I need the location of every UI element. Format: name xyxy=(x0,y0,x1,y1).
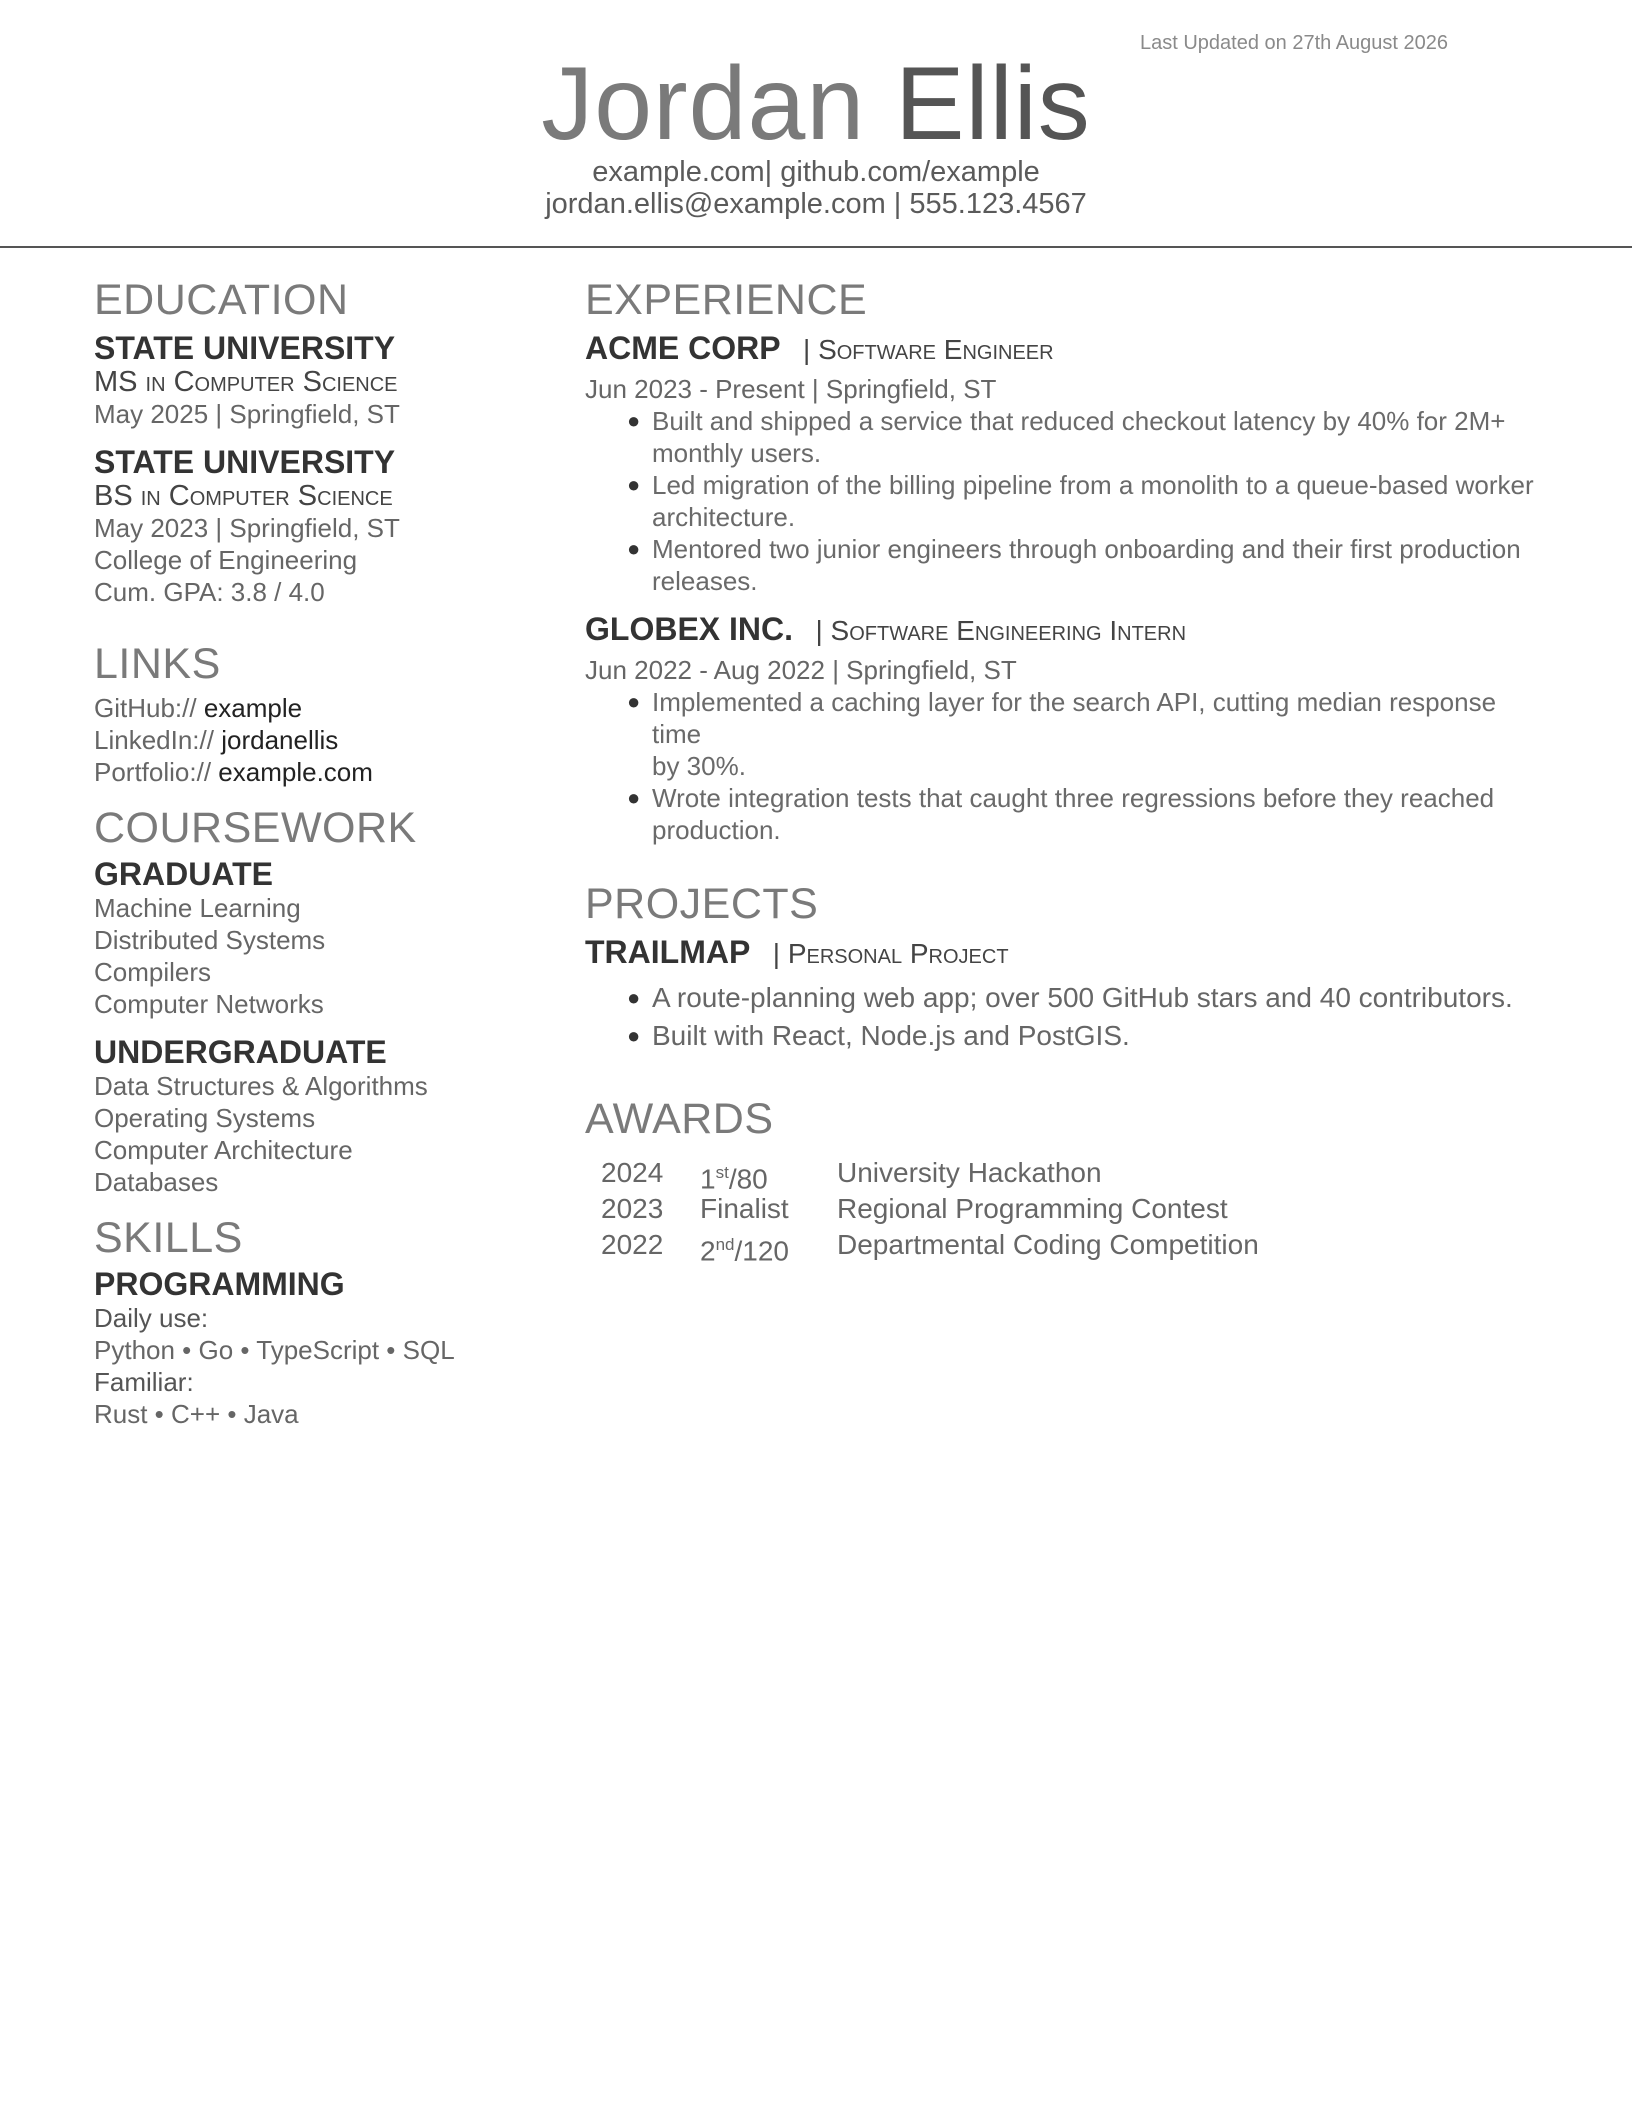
bullet-icon: ● xyxy=(627,785,641,810)
graduate-heading: GRADUATE xyxy=(94,856,273,892)
project-bullets xyxy=(627,979,1545,1055)
link-label: Portfolio:// xyxy=(94,757,212,787)
skills-familiar: Rust • C++ • Java xyxy=(94,1399,299,1429)
link-portfolio[interactable] xyxy=(94,756,574,788)
course-item: Machine Learning xyxy=(94,893,301,923)
date-location: May 2023 | Springfield, ST xyxy=(94,513,400,543)
bullet-item: ● Led migration of the billing pipeline from a monolith to a queue-based worker architecture. xyxy=(627,470,1534,532)
award-event: Departmental Coding Competition xyxy=(837,1229,1259,1260)
gpa: Cum. GPA: 3.8 / 4.0 xyxy=(94,577,325,607)
education-entry xyxy=(94,444,574,608)
last-name: Ellis xyxy=(895,46,1091,162)
project-role: | Personal Project xyxy=(772,938,1009,969)
bullet-item: ● Wrote integration tests that caught three regressions before they reached production. xyxy=(627,783,1495,845)
bullet-icon: ● xyxy=(627,472,641,497)
job-entry xyxy=(585,330,1545,597)
link-label: LinkedIn:// xyxy=(94,725,214,755)
first-name: Jordan xyxy=(541,46,866,162)
education-heading: EDUCATION xyxy=(94,276,349,324)
skills-heading: SKILLS xyxy=(94,1214,243,1262)
bullet-item: ● Mentored two junior engineers through onboarding and their first production releases. xyxy=(627,534,1521,596)
course-item: Distributed Systems xyxy=(94,925,326,955)
job-role: | Software Engineering Intern xyxy=(815,615,1187,646)
awards-heading: AWARDS xyxy=(585,1095,774,1143)
bullet-item: ● A route-planning web app; over 500 GitHub stars and 40 contributors. xyxy=(652,979,1545,1017)
programming-heading: PROGRAMMING xyxy=(94,1266,345,1302)
link-linkedin[interactable] xyxy=(94,724,574,756)
link-value: example xyxy=(203,693,303,723)
bullet-item: ● Built and shipped a service that reduced checkout latency by 40% for 2M+ monthly users. xyxy=(627,406,1506,468)
company-name: GLOBEX INC. xyxy=(585,611,794,647)
undergrad-heading: UNDERGRADUATE xyxy=(94,1034,387,1070)
skills-familiar-label: Familiar: xyxy=(94,1367,194,1397)
job-bullets xyxy=(627,405,1545,597)
bullet-icon: ● xyxy=(627,1023,641,1048)
job-entry xyxy=(585,611,1545,846)
bullet-icon: ● xyxy=(627,408,641,433)
link-value: jordanellis xyxy=(221,725,339,755)
course-item: Data Structures & Algorithms xyxy=(94,1071,428,1101)
course-item: Databases xyxy=(94,1167,219,1197)
school-name: STATE UNIVERSITY xyxy=(94,444,396,480)
project-name: TRAILMAP xyxy=(585,934,751,970)
course-item: Computer Networks xyxy=(94,989,324,1019)
degree: MS in Computer Science xyxy=(94,366,398,398)
coursework-heading: COURSEWORK xyxy=(94,804,417,852)
bullet-icon: ● xyxy=(627,536,641,561)
award-place: 2nd/120 xyxy=(700,1235,789,1267)
award-year: 2024 xyxy=(601,1157,664,1188)
award-row xyxy=(585,1155,1485,1195)
date-location: May 2025 | Springfield, ST xyxy=(94,399,400,429)
bullet-icon: ● xyxy=(627,689,641,714)
projects-heading: PROJECTS xyxy=(585,880,819,928)
award-place: 1st/80 xyxy=(700,1163,768,1195)
course-item: Compilers xyxy=(94,957,212,987)
experience-heading: EXPERIENCE xyxy=(585,276,868,324)
date-location: Jun 2023 - Present | Springfield, ST xyxy=(585,374,997,404)
resume-name xyxy=(0,44,1632,164)
award-event: University Hackathon xyxy=(837,1157,1102,1188)
award-row xyxy=(585,1191,1485,1227)
bullet-item: ● Implemented a caching layer for the search API, cutting median response time by 30%. xyxy=(627,687,1497,781)
link-github[interactable] xyxy=(94,692,574,724)
award-year: 2022 xyxy=(601,1229,664,1260)
college: College of Engineering xyxy=(94,545,358,575)
degree: BS in Computer Science xyxy=(94,480,393,512)
left-column xyxy=(94,276,574,1430)
links-list xyxy=(94,692,574,788)
links-heading: LINKS xyxy=(94,640,221,688)
link-label: GitHub:// xyxy=(94,693,197,723)
link-value: example.com xyxy=(218,757,373,787)
school-name: STATE UNIVERSITY xyxy=(94,330,396,366)
course-item: Computer Architecture xyxy=(94,1135,353,1165)
course-item: Operating Systems xyxy=(94,1103,316,1133)
header-divider xyxy=(0,246,1632,248)
company-name: ACME CORP xyxy=(585,330,781,366)
bullet-item: ● Built with React, Node.js and PostGIS. xyxy=(652,1017,1545,1055)
awards-table xyxy=(585,1155,1545,1265)
job-bullets xyxy=(627,686,1545,846)
right-column xyxy=(585,276,1545,1265)
education-entry xyxy=(94,330,574,430)
last-updated: Last Updated on 27th August 2026 xyxy=(1140,32,1449,54)
bullet-icon: ● xyxy=(627,985,641,1010)
contact-line-2: jordan.ellis@example.com | 555.123.4567 xyxy=(545,188,1087,220)
skills-daily: Python • Go • TypeScript • SQL xyxy=(94,1335,455,1365)
contact-line-1: example.com| github.com/example xyxy=(592,156,1040,188)
award-year: 2023 xyxy=(601,1193,664,1224)
job-role: | Software Engineer xyxy=(803,334,1054,365)
date-location: Jun 2022 - Aug 2022 | Springfield, ST xyxy=(585,655,1017,685)
award-row xyxy=(585,1227,1485,1267)
skills-daily-label: Daily use: xyxy=(94,1303,209,1333)
award-place: Finalist xyxy=(700,1193,789,1224)
award-event: Regional Programming Contest xyxy=(837,1193,1228,1224)
